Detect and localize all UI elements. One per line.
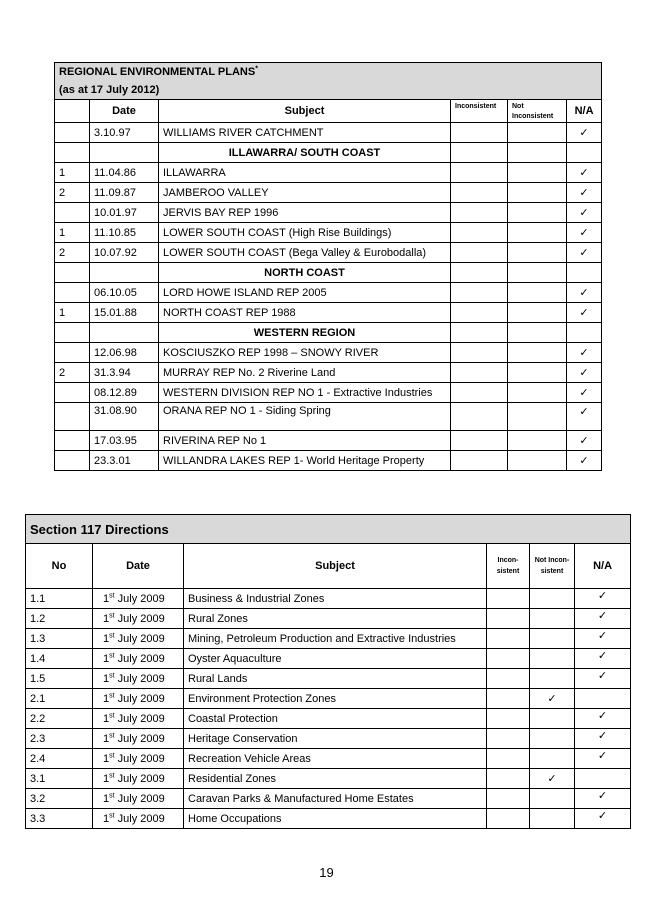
- row-date: 3.10.97: [90, 123, 159, 143]
- row-date: [93, 669, 184, 689]
- row-number: 2: [55, 183, 90, 203]
- row-subject: ILLAWARRA: [159, 163, 451, 183]
- table-row: [55, 183, 602, 203]
- table-cell: [451, 183, 508, 203]
- table-row: [55, 123, 602, 143]
- table-cell: [508, 143, 567, 163]
- s117-col-not-inconsistent-header: Not Incon-sistent: [530, 544, 575, 589]
- check-mark-icon: [530, 709, 575, 729]
- row-number: 1: [55, 163, 90, 183]
- table-cell: [508, 123, 567, 143]
- check-mark-icon: ✓: [575, 589, 631, 609]
- row-subject: Rural Lands: [184, 669, 487, 689]
- row-date: 17.03.95: [90, 431, 159, 451]
- table-cell: [55, 263, 90, 283]
- table-cell: [567, 263, 602, 283]
- table-row: [26, 749, 631, 769]
- table-cell: [451, 451, 508, 471]
- row-subject: JAMBEROO VALLEY: [159, 183, 451, 203]
- table-cell: [567, 143, 602, 163]
- row-date: [93, 729, 184, 749]
- table-row: [55, 303, 602, 323]
- date-day: 1: [103, 652, 110, 665]
- table-row: [55, 243, 602, 263]
- table-cell: [451, 203, 508, 223]
- s117-table-title: Section 117 Directions: [26, 515, 631, 544]
- date-day: 1: [103, 772, 110, 785]
- row-date: [93, 769, 184, 789]
- row-date: [93, 749, 184, 769]
- table-row: [26, 629, 631, 649]
- table-row: [55, 163, 602, 183]
- row-subject: Recreation Vehicle Areas: [184, 749, 487, 769]
- row-number: 2.4: [26, 749, 93, 769]
- table-cell: [451, 243, 508, 263]
- table-row: [55, 451, 602, 471]
- check-mark-icon: ✓: [567, 163, 602, 183]
- row-date: [93, 629, 184, 649]
- check-mark-icon: [530, 789, 575, 809]
- row-number: [55, 123, 90, 143]
- table-cell: [508, 451, 567, 471]
- table-row: [55, 403, 602, 431]
- row-date: [93, 709, 184, 729]
- row-number: 1.3: [26, 629, 93, 649]
- table-cell: [487, 769, 530, 789]
- check-mark-icon: ✓: [567, 243, 602, 263]
- check-mark-icon: ✓: [567, 383, 602, 403]
- table-row: [55, 383, 602, 403]
- row-date: 11.04.86: [90, 163, 159, 183]
- table-cell: [55, 323, 90, 343]
- table-cell: [487, 649, 530, 669]
- date-day: 1: [103, 692, 110, 705]
- region-heading: ILLAWARRA/ SOUTH COAST: [159, 143, 451, 163]
- row-number: [55, 431, 90, 451]
- table-cell: [508, 403, 567, 431]
- date-suffix: st: [109, 631, 115, 639]
- date-rest: July 2009: [114, 812, 165, 825]
- table-cell: [451, 163, 508, 183]
- row-number: [55, 383, 90, 403]
- check-mark-icon: ✓: [567, 123, 602, 143]
- date-suffix: st: [109, 611, 115, 619]
- table-cell: [451, 283, 508, 303]
- table-cell: [567, 323, 602, 343]
- date-rest: July 2009: [114, 692, 165, 705]
- table-row: [26, 589, 631, 609]
- row-date: [93, 809, 184, 829]
- row-date: [93, 589, 184, 609]
- row-number: 1.1: [26, 589, 93, 609]
- table-row: [26, 709, 631, 729]
- s117-col-date-header: Date: [93, 544, 184, 589]
- check-mark-icon: ✓: [575, 809, 631, 829]
- table-cell: [451, 363, 508, 383]
- row-subject: Business & Industrial Zones: [184, 589, 487, 609]
- col-na-header: N/A: [567, 100, 602, 123]
- col-date-header: Date: [90, 100, 159, 123]
- row-number: 2.1: [26, 689, 93, 709]
- table-cell: [508, 283, 567, 303]
- row-number: [55, 283, 90, 303]
- table-cell: [487, 709, 530, 729]
- rep-table-title: REGIONAL ENVIRONMENTAL PLANS*: [55, 63, 602, 82]
- check-mark-icon: ✓: [530, 689, 575, 709]
- row-subject: Coastal Protection: [184, 709, 487, 729]
- row-number: [55, 343, 90, 363]
- table-cell: [487, 789, 530, 809]
- row-number: 1: [55, 223, 90, 243]
- row-date: 10.01.97: [90, 203, 159, 223]
- date-day: 1: [103, 592, 110, 605]
- row-date: [93, 689, 184, 709]
- check-mark-icon: ✓: [567, 363, 602, 383]
- row-date: 08.12.89: [90, 383, 159, 403]
- table-section-row: [55, 143, 602, 163]
- row-subject: LOWER SOUTH COAST (High Rise Buildings): [159, 223, 451, 243]
- row-number: 2.2: [26, 709, 93, 729]
- table-cell: [487, 749, 530, 769]
- check-mark-icon: ✓: [567, 183, 602, 203]
- col-subject-header: Subject: [159, 100, 451, 123]
- s117-col-inconsistent-header: Incon-sistent: [487, 544, 530, 589]
- table-cell: [508, 223, 567, 243]
- row-subject: JERVIS BAY REP 1996: [159, 203, 451, 223]
- row-date: 11.09.87: [90, 183, 159, 203]
- table-cell: [508, 303, 567, 323]
- table-cell: [487, 729, 530, 749]
- table-cell: [451, 383, 508, 403]
- row-number: 3.1: [26, 769, 93, 789]
- row-subject: Mining, Petroleum Production and Extractive Industries: [184, 629, 487, 649]
- row-subject: Residential Zones: [184, 769, 487, 789]
- check-mark-icon: ✓: [567, 303, 602, 323]
- date-suffix: st: [109, 691, 115, 699]
- row-number: [55, 203, 90, 223]
- row-number: 1: [55, 303, 90, 323]
- table-row: [55, 343, 602, 363]
- check-mark-icon: ✓: [575, 729, 631, 749]
- row-number: 2: [55, 363, 90, 383]
- row-subject: RIVERINA REP No 1: [159, 431, 451, 451]
- check-mark-icon: ✓: [575, 709, 631, 729]
- section-117-directions-table: [25, 514, 631, 829]
- row-subject: MURRAY REP No. 2 Riverine Land: [159, 363, 451, 383]
- table-cell: [90, 323, 159, 343]
- table-cell: [55, 143, 90, 163]
- table-row: [55, 431, 602, 451]
- table-row: [55, 223, 602, 243]
- table-cell: [451, 431, 508, 451]
- check-mark-icon: [530, 809, 575, 829]
- date-suffix: st: [109, 731, 115, 739]
- row-date: 12.06.98: [90, 343, 159, 363]
- check-mark-icon: [530, 729, 575, 749]
- rep-table-subtitle: (as at 17 July 2012): [55, 81, 602, 100]
- check-mark-icon: ✓: [567, 283, 602, 303]
- table-cell: [451, 223, 508, 243]
- s117-col-na-header: N/A: [575, 544, 631, 589]
- table-cell: [487, 629, 530, 649]
- check-mark-icon: ✓: [567, 431, 602, 451]
- check-mark-icon: [530, 649, 575, 669]
- row-subject: KOSCIUSZKO REP 1998 – SNOWY RIVER: [159, 343, 451, 363]
- date-suffix: st: [109, 651, 115, 659]
- s117-col-subject-header: Subject: [184, 544, 487, 589]
- date-day: 1: [103, 712, 110, 725]
- col-not-inconsistent-header: Not Inconsistent: [508, 100, 567, 123]
- row-subject: NORTH COAST REP 1988: [159, 303, 451, 323]
- check-mark-icon: ✓: [575, 749, 631, 769]
- date-day: 1: [103, 752, 110, 765]
- row-number: 1.2: [26, 609, 93, 629]
- date-rest: July 2009: [114, 632, 165, 645]
- row-number: 1.5: [26, 669, 93, 689]
- table-row: [26, 649, 631, 669]
- row-subject: LORD HOWE ISLAND REP 2005: [159, 283, 451, 303]
- table-cell: [508, 323, 567, 343]
- table-cell: [508, 163, 567, 183]
- date-rest: July 2009: [114, 672, 165, 685]
- row-subject: WILLIAMS RIVER CATCHMENT: [159, 123, 451, 143]
- s117-col-no-header: No: [26, 544, 93, 589]
- date-rest: July 2009: [114, 772, 165, 785]
- row-number: [55, 451, 90, 471]
- date-suffix: st: [109, 791, 115, 799]
- table-row: [55, 283, 602, 303]
- check-mark-icon: [530, 669, 575, 689]
- regional-environmental-plans-table: [54, 62, 602, 471]
- check-mark-icon: [575, 689, 631, 709]
- date-day: 1: [103, 612, 110, 625]
- date-rest: July 2009: [114, 652, 165, 665]
- check-mark-icon: ✓: [530, 769, 575, 789]
- table-cell: [487, 689, 530, 709]
- check-mark-icon: ✓: [575, 669, 631, 689]
- table-cell: [508, 203, 567, 223]
- date-rest: July 2009: [114, 592, 165, 605]
- table-row: [26, 609, 631, 629]
- row-subject: ORANA REP NO 1 - Siding Spring: [159, 403, 451, 431]
- row-date: [93, 609, 184, 629]
- region-heading: WESTERN REGION: [159, 323, 451, 343]
- row-subject: Environment Protection Zones: [184, 689, 487, 709]
- check-mark-icon: ✓: [567, 203, 602, 223]
- row-number: 3.2: [26, 789, 93, 809]
- date-day: 1: [103, 632, 110, 645]
- date-suffix: st: [109, 811, 115, 819]
- row-number: 1.4: [26, 649, 93, 669]
- table-cell: [451, 403, 508, 431]
- table-cell: [508, 363, 567, 383]
- check-mark-icon: ✓: [567, 403, 602, 431]
- check-mark-icon: [530, 629, 575, 649]
- row-subject: WESTERN DIVISION REP NO 1 - Extractive Industries: [159, 383, 451, 403]
- table-cell: [90, 143, 159, 163]
- table-row: [26, 689, 631, 709]
- check-mark-icon: ✓: [575, 629, 631, 649]
- table-cell: [508, 183, 567, 203]
- date-day: 1: [103, 812, 110, 825]
- row-number: [55, 403, 90, 431]
- table-cell: [508, 343, 567, 363]
- row-subject: Rural Zones: [184, 609, 487, 629]
- row-subject: Oyster Aquaculture: [184, 649, 487, 669]
- table-cell: [487, 809, 530, 829]
- check-mark-icon: ✓: [575, 789, 631, 809]
- table-cell: [451, 303, 508, 323]
- row-date: [93, 789, 184, 809]
- row-date: 10.07.92: [90, 243, 159, 263]
- date-rest: July 2009: [114, 752, 165, 765]
- col-inconsistent-header: Inconsistent: [451, 100, 508, 123]
- row-date: 06.10.05: [90, 283, 159, 303]
- table-cell: [451, 123, 508, 143]
- date-suffix: st: [109, 671, 115, 679]
- table-row: [55, 203, 602, 223]
- row-number: 3.3: [26, 809, 93, 829]
- check-mark-icon: ✓: [567, 451, 602, 471]
- row-subject: WILLANDRA LAKES REP 1- World Heritage Property: [159, 451, 451, 471]
- row-subject: Home Occupations: [184, 809, 487, 829]
- check-mark-icon: ✓: [567, 343, 602, 363]
- table-section-row: [55, 323, 602, 343]
- check-mark-icon: [530, 749, 575, 769]
- table-cell: [508, 383, 567, 403]
- date-rest: July 2009: [114, 732, 165, 745]
- row-subject: Heritage Conservation: [184, 729, 487, 749]
- table-cell: [487, 609, 530, 629]
- table-row: [55, 363, 602, 383]
- table-cell: [508, 243, 567, 263]
- row-number: 2: [55, 243, 90, 263]
- table-row: [26, 809, 631, 829]
- table-row: [26, 729, 631, 749]
- table-section-row: [55, 263, 602, 283]
- check-mark-icon: [575, 769, 631, 789]
- date-suffix: st: [109, 751, 115, 759]
- row-date: 31.3.94: [90, 363, 159, 383]
- row-date: 31.08.90: [90, 403, 159, 431]
- date-rest: July 2009: [114, 612, 165, 625]
- date-rest: July 2009: [114, 792, 165, 805]
- date-suffix: st: [109, 591, 115, 599]
- table-cell: [90, 263, 159, 283]
- date-suffix: st: [109, 711, 115, 719]
- table-cell: [487, 669, 530, 689]
- row-date: 15.01.88: [90, 303, 159, 323]
- date-day: 1: [103, 792, 110, 805]
- row-date: 11.10.85: [90, 223, 159, 243]
- check-mark-icon: [530, 589, 575, 609]
- page-number: 19: [319, 865, 334, 880]
- table-cell: [451, 323, 508, 343]
- check-mark-icon: ✓: [575, 609, 631, 629]
- table-cell: [487, 589, 530, 609]
- date-day: 1: [103, 732, 110, 745]
- table-cell: [451, 143, 508, 163]
- row-date: [93, 649, 184, 669]
- row-subject: Caravan Parks & Manufactured Home Estates: [184, 789, 487, 809]
- table-cell: [451, 263, 508, 283]
- check-mark-icon: ✓: [575, 649, 631, 669]
- region-heading: NORTH COAST: [159, 263, 451, 283]
- col-no-header: [55, 100, 90, 123]
- table-cell: [451, 343, 508, 363]
- table-row: [26, 769, 631, 789]
- row-number: 2.3: [26, 729, 93, 749]
- date-day: 1: [103, 672, 110, 685]
- check-mark-icon: [530, 609, 575, 629]
- check-mark-icon: ✓: [567, 223, 602, 243]
- row-subject: LOWER SOUTH COAST (Bega Valley & Eurobodalla): [159, 243, 451, 263]
- table-cell: [508, 431, 567, 451]
- row-date: 23.3.01: [90, 451, 159, 471]
- date-suffix: st: [109, 771, 115, 779]
- table-row: [26, 789, 631, 809]
- date-rest: July 2009: [114, 712, 165, 725]
- table-cell: [508, 263, 567, 283]
- table-row: [26, 669, 631, 689]
